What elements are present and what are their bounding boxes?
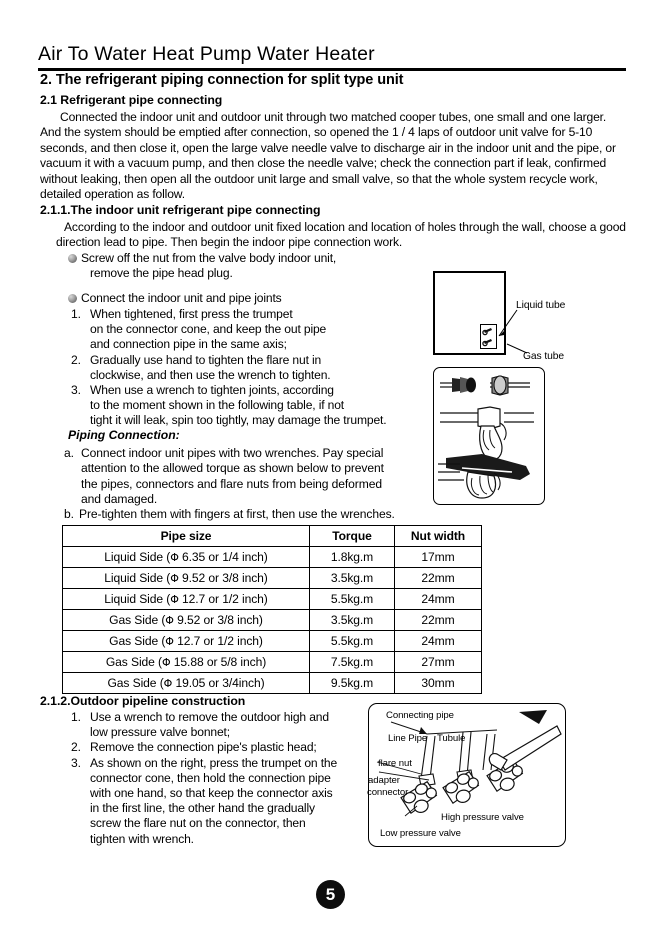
step-line: and connection pipe in the same axis; — [90, 337, 287, 352]
piping-line: and damaged. — [81, 491, 158, 506]
cell-pipe-size: Gas Side (Φ 19.05 or 3/4inch) — [63, 673, 310, 694]
list-item — [71, 710, 361, 740]
step-line: clockwise, and then use the wrench to tighten. — [90, 367, 331, 382]
step-line: Gradually use hand to tighten the flare nut in — [90, 352, 322, 367]
cell-torque: 9.5kg.m — [310, 673, 395, 694]
cell-nut-width: 24mm — [395, 631, 482, 652]
cell-pipe-size: Gas Side (Φ 15.88 or 5/8 inch) — [63, 652, 310, 673]
column-header-nut-width: Nut width — [395, 526, 482, 547]
label-flare-nut: flare nut — [378, 758, 412, 769]
bullet-item-2 — [68, 291, 388, 306]
bullet-item-1 — [68, 251, 388, 281]
cell-pipe-size: Liquid Side (Φ 12.7 or 1/2 inch) — [63, 589, 310, 610]
bullet-item-2-line1: Connect the indoor unit and pipe joints — [81, 291, 282, 305]
sphere-bullet-icon — [68, 254, 77, 263]
bullet-item-1-line2: remove the pipe head plug. — [90, 266, 233, 281]
table-header-row — [63, 526, 482, 547]
cell-nut-width: 30mm — [395, 673, 482, 694]
label-adapter: adapter — [368, 775, 400, 786]
table-row — [63, 652, 482, 673]
step-marker: 2. — [71, 352, 81, 367]
label-high-pressure-valve: High pressure valve — [441, 812, 524, 823]
cell-pipe-size: Gas Side (Φ 9.52 or 3/8 inch) — [63, 610, 310, 631]
step-line: tighten with wrench. — [90, 831, 194, 846]
piping-line: Connect indoor unit pipes with two wrenches. Pay special — [81, 446, 384, 460]
column-header-pipe-size: Pipe size — [63, 526, 310, 547]
list-item — [71, 383, 431, 429]
section-2-heading: 2. The refrigerant piping connection for split type unit — [40, 72, 404, 88]
torque-spec-table — [62, 525, 482, 694]
alpha-marker: a. — [64, 446, 74, 460]
step-marker: 2. — [71, 740, 81, 755]
bullet-item-1-line1: Screw off the nut from the valve body indoor unit, — [81, 251, 337, 265]
cell-nut-width: 24mm — [395, 589, 482, 610]
step-line: on the connector cone, and keep the out pipe — [90, 322, 327, 337]
section-2-1-body: Connected the indoor unit and outdoor unit through two matched cooper tubes, one small and one larger. And the system should be emptied after connection, so opened the 1 / 4 laps of outdoor unit valve for 5-10 seconds, and then close it, open the large valve needle valve to discharge air in the indoor unit and the pipe, or vacuum it with a vacuum pump, and then close the needle valve; check the connection part if leak, confirmed without leaking, then open all the outdoor unit large and small valve, so that the whole system recycle work, detailed operation as follow. — [40, 110, 616, 202]
list-item — [71, 756, 361, 847]
label-connector: connector — [367, 787, 409, 798]
cell-nut-width: 22mm — [395, 610, 482, 631]
piping-line: the pipes, connectors and flare nuts from being deformed — [81, 476, 382, 491]
cell-pipe-size: Liquid Side (Φ 6.35 or 1/4 inch) — [63, 547, 310, 568]
sphere-bullet-icon — [68, 294, 77, 303]
step-marker: 3. — [71, 383, 81, 398]
cell-pipe-size: Gas Side (Φ 12.7 or 1/2 inch) — [63, 631, 310, 652]
step-line: Use a wrench to remove the outdoor high and — [90, 710, 329, 724]
section-2-1-1-heading: 2.1.1.The indoor unit refrigerant pipe connecting — [40, 203, 321, 217]
wrench-procedure-diagram — [433, 367, 545, 505]
table-row — [63, 631, 482, 652]
cell-torque: 7.5kg.m — [310, 652, 395, 673]
cell-nut-width: 22mm — [395, 568, 482, 589]
cell-nut-width: 27mm — [395, 652, 482, 673]
step-line: When tightened, first press the trumpet — [90, 307, 293, 321]
cell-torque: 3.5kg.m — [310, 568, 395, 589]
step-line: in the first line, the other hand the gradually — [90, 801, 315, 816]
outdoor-steps-list — [71, 710, 361, 847]
step-line: As shown on the right, press the trumpet on the — [90, 755, 338, 770]
document-header — [38, 42, 626, 66]
label-low-pressure-valve: Low pressure valve — [380, 828, 461, 839]
section-2-1-2-heading: 2.1.2.Outdoor pipeline construction — [40, 694, 246, 708]
step-line: low pressure valve bonnet; — [90, 725, 230, 740]
step-line: with one hand, so that keep the connector axis — [90, 786, 333, 801]
step-line: When use a wrench to tighten joints, according — [90, 383, 334, 398]
page-title: Air To Water Heat Pump Water Heater — [38, 43, 375, 65]
step-line: to the moment shown in the following table, if not — [90, 398, 345, 413]
piping-line: attention to the allowed torque as shown below to prevent — [81, 461, 384, 476]
cell-torque: 5.5kg.m — [310, 589, 395, 610]
step-marker: 1. — [71, 307, 81, 321]
section-2-1-heading: 2.1 Refrigerant pipe connecting — [40, 93, 223, 107]
cell-torque: 1.8kg.m — [310, 547, 395, 568]
piping-connection-heading: Piping Connection: — [68, 428, 180, 442]
cell-torque: 3.5kg.m — [310, 610, 395, 631]
table-row — [63, 610, 482, 631]
piping-connection-list — [64, 446, 424, 522]
column-header-torque: Torque — [310, 526, 395, 547]
piping-line: Pre-tighten them with fingers at first, then use the wrenches. — [79, 507, 395, 522]
step-line: connector cone, then hold the connection pipe — [90, 770, 331, 785]
step-line: tight it will leak, spin too tightly, may damage the trumpet. — [90, 413, 387, 428]
step-marker: 1. — [71, 710, 81, 724]
page-number-badge: 5 — [316, 880, 345, 909]
step-marker: 3. — [71, 755, 81, 770]
table-row — [63, 673, 482, 694]
table-body — [63, 547, 482, 694]
step-line: Remove the connection pipe's plastic head; — [90, 740, 317, 755]
list-item — [71, 740, 361, 755]
step-line: screw the flare nut on the connector, then — [90, 816, 306, 831]
list-item — [64, 446, 424, 507]
label-line-pipe: Line Pipe — [388, 733, 428, 744]
label-gas-tube: Gas tube — [523, 351, 564, 362]
label-liquid-tube: Liquid tube — [516, 300, 566, 311]
cell-nut-width: 17mm — [395, 547, 482, 568]
section-2-1-1-body: According to the indoor and outdoor unit fixed location and location of holes through the wall, choose a good direction lead to pipe. Then begin the indoor pipe connection work. — [56, 220, 626, 250]
table-row — [63, 547, 482, 568]
alpha-marker: b. — [64, 507, 74, 522]
cell-torque: 5.5kg.m — [310, 631, 395, 652]
header-divider — [38, 68, 626, 71]
cell-pipe-size: Liquid Side (Φ 9.52 or 3/8 inch) — [63, 568, 310, 589]
list-item — [71, 307, 431, 353]
table-row — [63, 589, 482, 610]
label-tubule: Tubule — [437, 733, 466, 744]
table-row — [63, 568, 482, 589]
indoor-steps-list — [71, 307, 431, 429]
label-connecting-pipe: Connecting pipe — [386, 710, 454, 721]
list-item — [71, 353, 431, 383]
list-item — [64, 507, 424, 522]
